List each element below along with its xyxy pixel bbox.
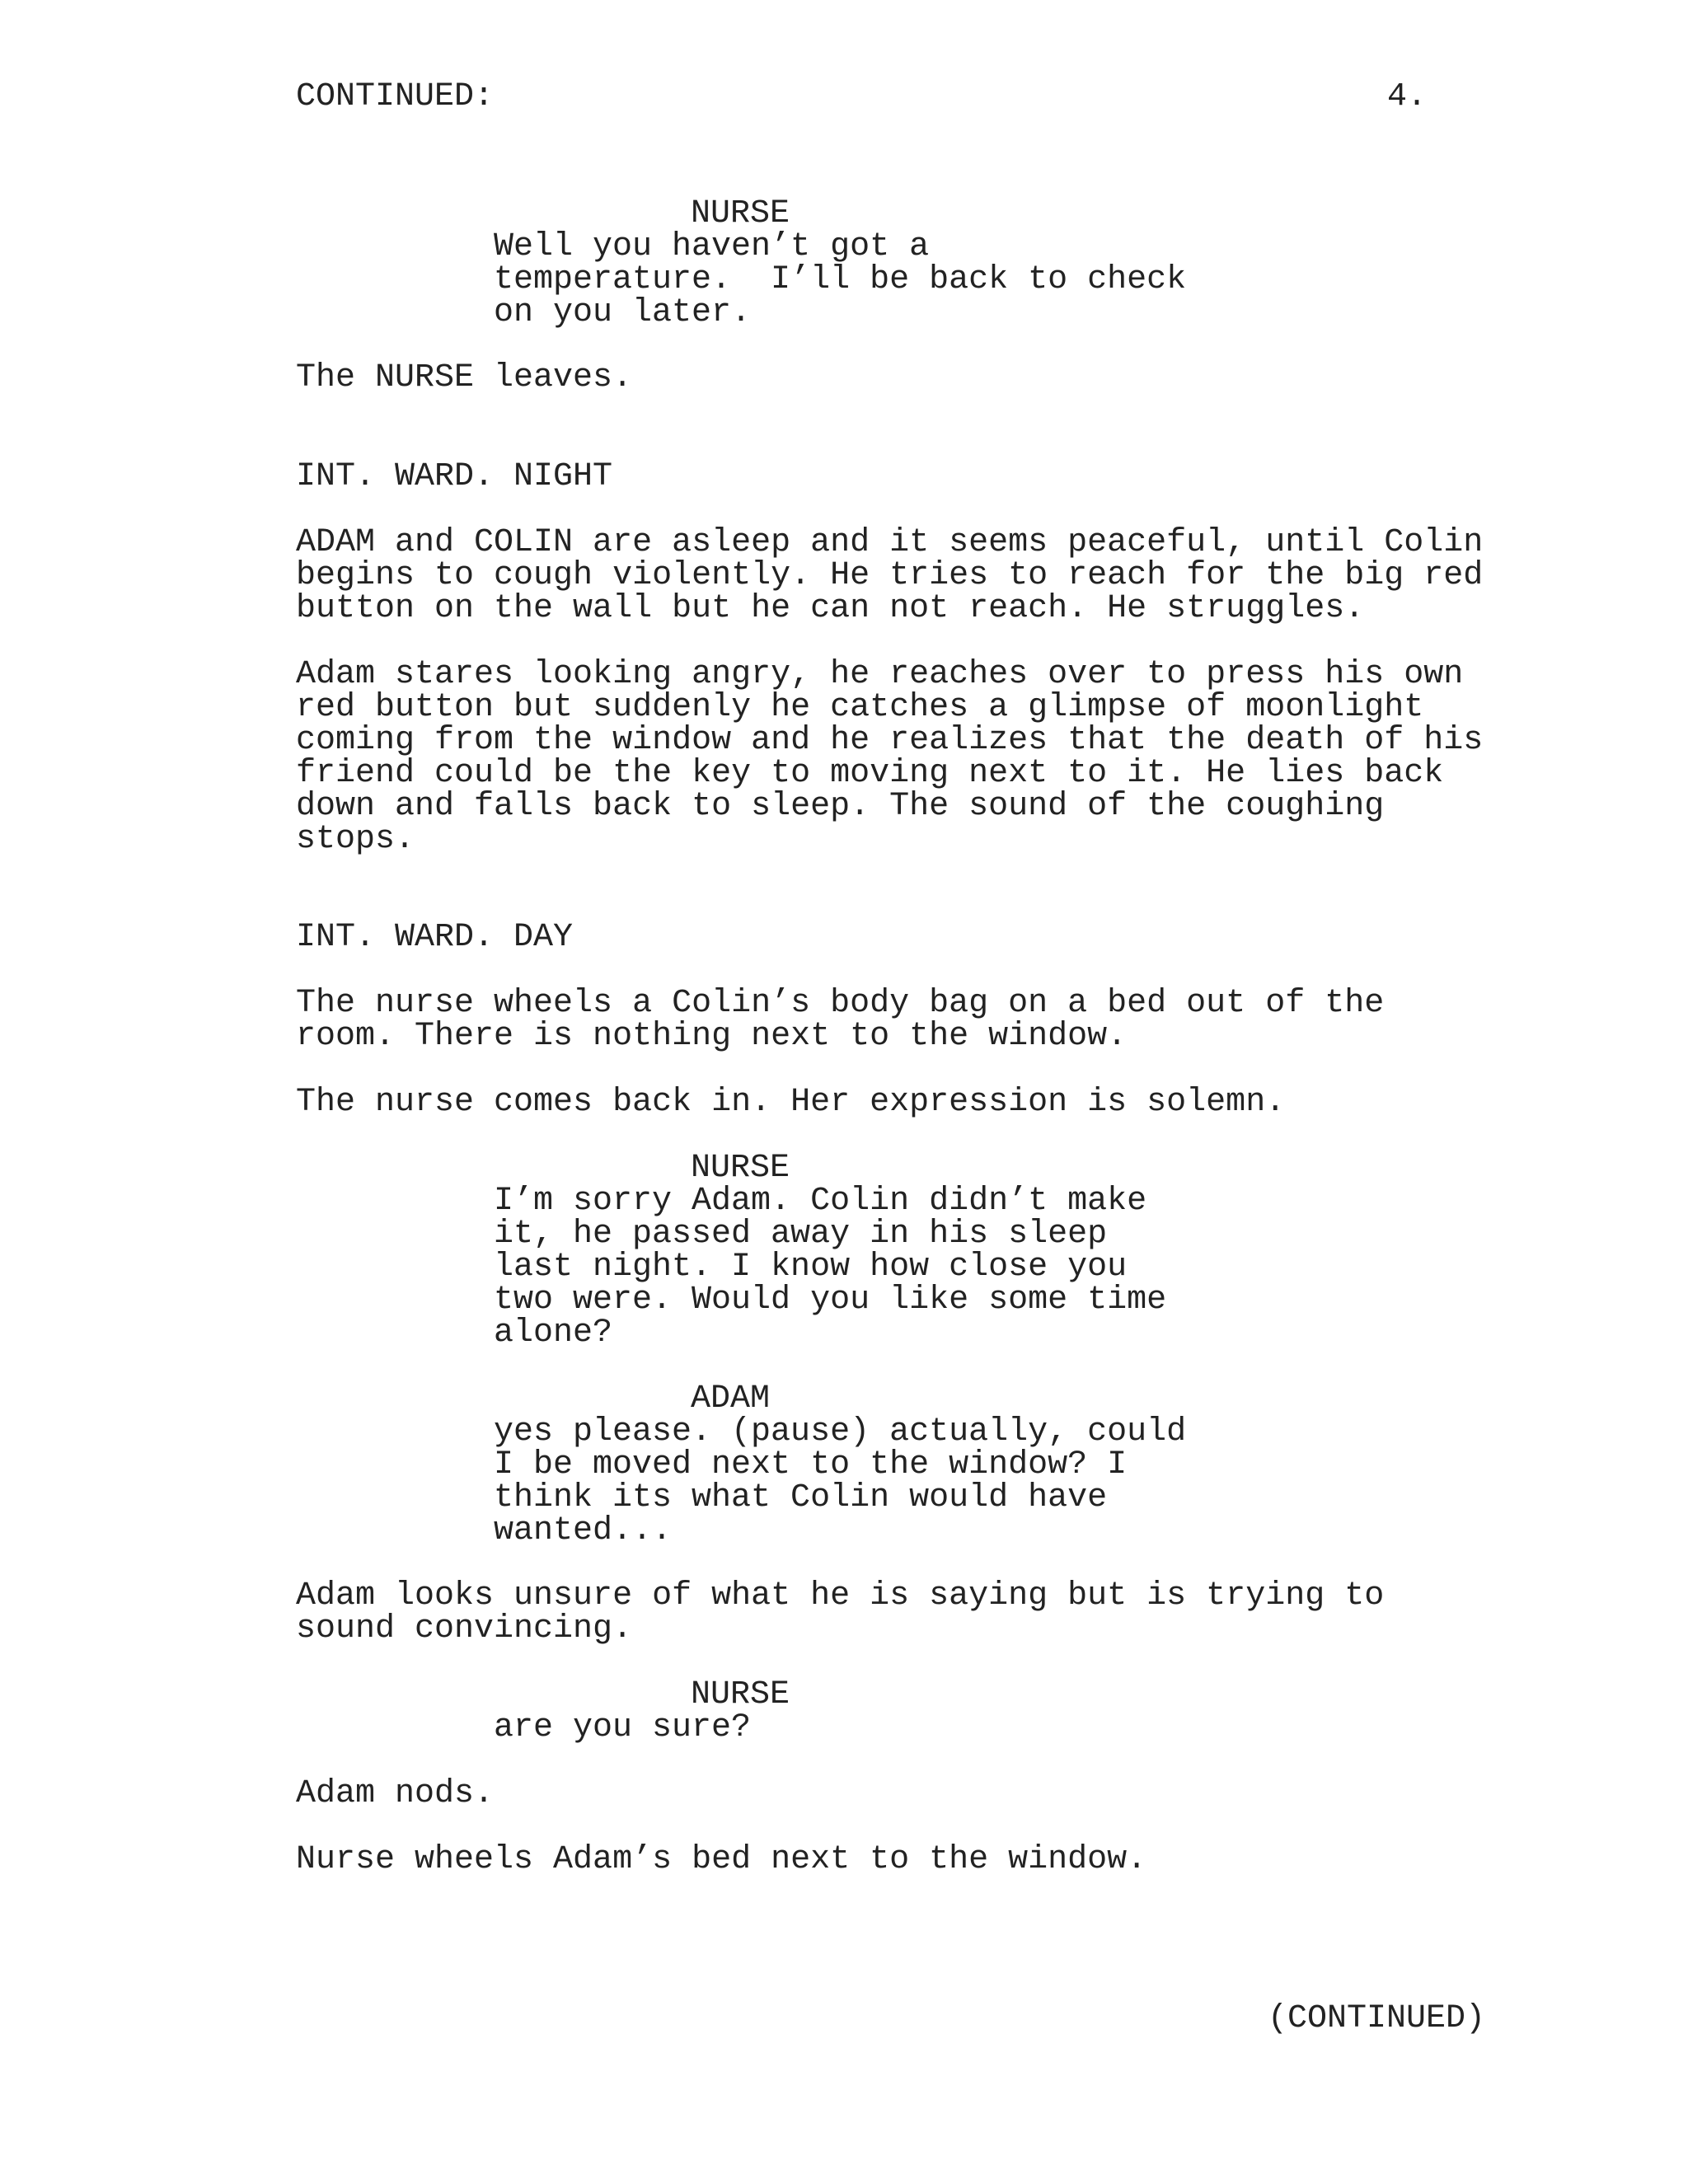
dialogue-line: two were. Would you like some time — [494, 1282, 1167, 1319]
action-line: Nurse wheels Adam’s bed next to the window. — [296, 1841, 1147, 1878]
action-line: The NURSE leaves. — [296, 359, 633, 396]
page-number: 4. — [1387, 78, 1428, 115]
dialogue-line: wanted... — [494, 1512, 673, 1549]
character-name: NURSE — [691, 1676, 790, 1713]
character-name: ADAM — [691, 1380, 771, 1418]
dialogue-line: yes please. (pause) actually, could — [494, 1413, 1187, 1451]
scene-heading: INT. WARD. NIGHT — [296, 458, 613, 495]
character-name: NURSE — [691, 1150, 790, 1187]
dialogue-line: think its what Colin would have — [494, 1479, 1108, 1516]
action-line: down and falls back to sleep. The sound of the coughing — [296, 788, 1385, 825]
character-name: NURSE — [691, 195, 790, 232]
action-line: coming from the window and he realizes that the death of his — [296, 722, 1484, 759]
action-line: red button but suddenly he catches a glimpse of moonlight — [296, 689, 1424, 726]
dialogue-line: Well you haven’t got a — [494, 228, 930, 265]
dialogue-line: on you later. — [494, 294, 752, 331]
action-line: friend could be the key to moving next to it. He lies back — [296, 755, 1444, 792]
dialogue-line: are you sure? — [494, 1709, 752, 1746]
dialogue-line: I’m sorry Adam. Colin didn’t make — [494, 1183, 1147, 1220]
continued-header: CONTINUED: — [296, 78, 495, 115]
action-line: The nurse wheels a Colin’s body bag on a bed out of the — [296, 985, 1385, 1022]
dialogue-line: I be moved next to the window? I — [494, 1446, 1128, 1483]
action-line: button on the wall but he can not reach. He struggles. — [296, 590, 1365, 627]
continued-footer: (CONTINUED) — [1268, 2000, 1486, 2037]
dialogue-line: temperature. I’ll be back to check — [494, 261, 1187, 298]
action-line: Adam nods. — [296, 1775, 495, 1812]
action-line: ADAM and COLIN are asleep and it seems peaceful, until Colin — [296, 524, 1484, 561]
action-line: stops. — [296, 821, 415, 858]
action-line: sound convincing. — [296, 1610, 633, 1647]
dialogue-line: it, he passed away in his sleep — [494, 1216, 1108, 1253]
dialogue-line: last night. I know how close you — [494, 1249, 1128, 1286]
action-line: The nurse comes back in. Her expression is solemn. — [296, 1084, 1286, 1121]
action-line: room. There is nothing next to the window. — [296, 1018, 1128, 1055]
action-line: Adam looks unsure of what he is saying but is trying to — [296, 1577, 1385, 1615]
scene-heading: INT. WARD. DAY — [296, 919, 574, 956]
action-line: begins to cough violently. He tries to reach for the big red — [296, 557, 1484, 594]
dialogue-line: alone? — [494, 1315, 613, 1352]
action-line: Adam stares looking angry, he reaches over to press his own — [296, 656, 1464, 693]
